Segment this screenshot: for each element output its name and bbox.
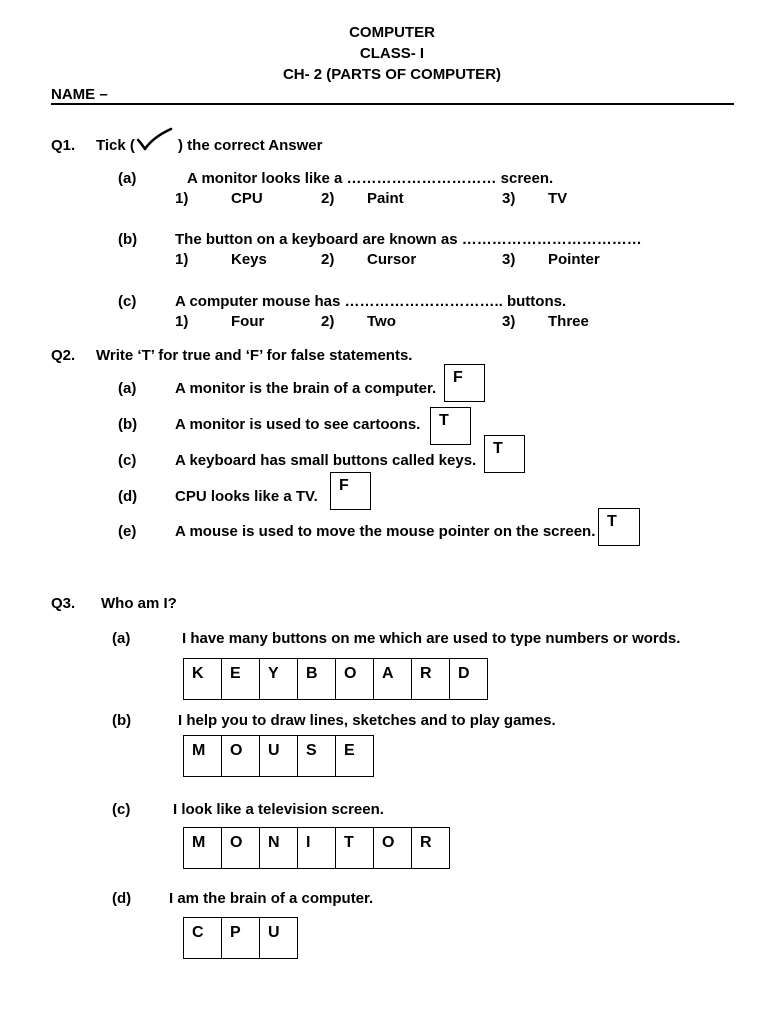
- letter: Y: [268, 665, 279, 682]
- q2-e-answer: T: [607, 513, 617, 530]
- q1-number: Q1.: [51, 137, 76, 154]
- header-rule: [51, 103, 734, 105]
- letter-box[interactable]: [298, 828, 336, 868]
- letter: D: [458, 665, 470, 682]
- q1-b-text: The button on a keyboard are known as ………………………………: [175, 231, 642, 248]
- letter-box[interactable]: [374, 659, 412, 699]
- q3-c-letter-boxes: [183, 827, 450, 869]
- q3-b-label: (b): [112, 712, 132, 729]
- q3-b-letter-boxes: [183, 735, 374, 777]
- class-title: CLASS- I: [359, 45, 425, 62]
- letter-box[interactable]: [412, 828, 450, 868]
- q1-c-opt1-num: 1): [175, 313, 189, 330]
- q1-a-opt3: TV: [548, 190, 568, 207]
- q2-instruction: Write ‘T’ for true and ‘F’ for false statements.: [96, 347, 413, 364]
- q1-b-opt2-num: 2): [321, 251, 335, 268]
- letter-box[interactable]: [260, 659, 298, 699]
- q1-b-opt1: Keys: [231, 251, 267, 268]
- q3-number: Q3.: [51, 595, 76, 612]
- letter: M: [192, 742, 206, 759]
- q3-title: Who am I?: [101, 595, 177, 612]
- q2-b-answer-box[interactable]: [430, 407, 471, 445]
- q2-d-answer-box[interactable]: [330, 472, 371, 510]
- letter: O: [344, 665, 357, 682]
- q2-b-label: (b): [118, 416, 138, 433]
- q1-a-opt3-num: 3): [502, 190, 516, 207]
- name-label: NAME –: [51, 86, 108, 103]
- q2-a-answer: F: [453, 369, 463, 386]
- letter: S: [306, 742, 317, 759]
- letter-box[interactable]: [184, 659, 222, 699]
- q3-c-label: (c): [112, 801, 131, 818]
- letter: C: [192, 924, 204, 941]
- letter-box[interactable]: [336, 828, 374, 868]
- letter-box[interactable]: [222, 736, 260, 776]
- q1-c-text: A computer mouse has ………………………….. buttons.: [175, 293, 567, 310]
- q3-b-text: I help you to draw lines, sketches and to play games.: [178, 712, 556, 729]
- q1-a-opt2: Paint: [367, 190, 404, 207]
- letter-box[interactable]: [412, 659, 450, 699]
- q1-a-label: (a): [118, 170, 137, 187]
- letter-box[interactable]: [222, 659, 260, 699]
- letter: O: [230, 742, 243, 759]
- letter-box[interactable]: [222, 918, 260, 958]
- letter-box[interactable]: [260, 736, 298, 776]
- q1-c-opt2: Two: [367, 313, 396, 330]
- letter: E: [344, 742, 355, 759]
- letter: A: [382, 665, 394, 682]
- letter-box[interactable]: [184, 828, 222, 868]
- q3-a-text: I have many buttons on me which are used to type numbers or words.: [182, 630, 681, 647]
- q2-c-answer-box[interactable]: [484, 435, 525, 473]
- q1-c-opt1: Four: [231, 313, 265, 330]
- subject-title: COMPUTER: [349, 24, 435, 41]
- q2-a-answer-box[interactable]: [444, 364, 485, 402]
- q3-d-label: (d): [112, 890, 132, 907]
- letter: N: [268, 834, 280, 851]
- q3-d-letter-boxes: [183, 917, 298, 959]
- q3-a-label: (a): [112, 630, 131, 647]
- q1-a-opt2-num: 2): [321, 190, 335, 207]
- q3-c-text: I look like a television screen.: [173, 801, 384, 818]
- q1-c-opt3: Three: [548, 313, 589, 330]
- chapter-title: CH- 2 (PARTS OF COMPUTER): [282, 66, 502, 83]
- q3-d-text: I am the brain of a computer.: [169, 890, 374, 907]
- letter: E: [230, 665, 241, 682]
- q1-c-opt3-num: 3): [502, 313, 516, 330]
- q2-a-text: A monitor is the brain of a computer.: [175, 380, 437, 397]
- letter-box[interactable]: [184, 736, 222, 776]
- letter-box[interactable]: [260, 918, 298, 958]
- letter: O: [230, 834, 243, 851]
- letter-box[interactable]: [298, 659, 336, 699]
- letter: K: [192, 665, 204, 682]
- q2-d-answer: F: [339, 477, 349, 494]
- q1-b-opt2: Cursor: [367, 251, 417, 268]
- letter: U: [268, 924, 280, 941]
- q2-c-text: A keyboard has small buttons called keys.: [175, 452, 477, 469]
- q2-e-text: A mouse is used to move the mouse pointer on the screen.: [175, 523, 596, 540]
- letter-box[interactable]: [450, 659, 488, 699]
- q1-prefix: Tick (: [96, 137, 135, 154]
- letter: R: [420, 665, 432, 682]
- q2-c-label: (c): [118, 452, 137, 469]
- letter: M: [192, 834, 206, 851]
- letter-box[interactable]: [374, 828, 412, 868]
- letter: T: [344, 834, 354, 851]
- q1-a-opt1: CPU: [231, 190, 263, 207]
- q2-d-text: CPU looks like a TV.: [175, 488, 318, 505]
- letter-box[interactable]: [336, 736, 374, 776]
- letter: B: [306, 665, 318, 682]
- letter-box[interactable]: [260, 828, 298, 868]
- q1-b-opt3: Pointer: [548, 251, 600, 268]
- letter-box[interactable]: [184, 918, 222, 958]
- letter: P: [230, 924, 241, 941]
- letter: O: [382, 834, 395, 851]
- q2-c-answer: T: [493, 440, 503, 457]
- q1-suffix: ) the correct Answer: [178, 137, 323, 154]
- q2-b-text: A monitor is used to see cartoons.: [175, 416, 421, 433]
- letter: I: [306, 834, 311, 851]
- letter-box[interactable]: [222, 828, 260, 868]
- letter: R: [420, 834, 432, 851]
- letter: U: [268, 742, 280, 759]
- letter-box[interactable]: [336, 659, 374, 699]
- letter-box[interactable]: [298, 736, 336, 776]
- q1-b-opt3-num: 3): [502, 251, 516, 268]
- q3-a-letter-boxes: [183, 658, 488, 700]
- tick-icon: [136, 127, 174, 153]
- q1-a-opt1-num: 1): [175, 190, 189, 207]
- q2-b-answer: T: [439, 412, 449, 429]
- q2-d-label: (d): [118, 488, 138, 505]
- q2-a-label: (a): [118, 380, 137, 397]
- q2-e-answer-box[interactable]: [598, 508, 640, 546]
- q1-c-opt2-num: 2): [321, 313, 335, 330]
- q1-c-label: (c): [118, 293, 137, 310]
- q1-b-opt1-num: 1): [175, 251, 189, 268]
- q1-a-text: A monitor looks like a ………………………… screen.: [187, 170, 554, 187]
- q1-b-label: (b): [118, 231, 138, 248]
- q2-e-label: (e): [118, 523, 137, 540]
- q2-number: Q2.: [51, 347, 76, 364]
